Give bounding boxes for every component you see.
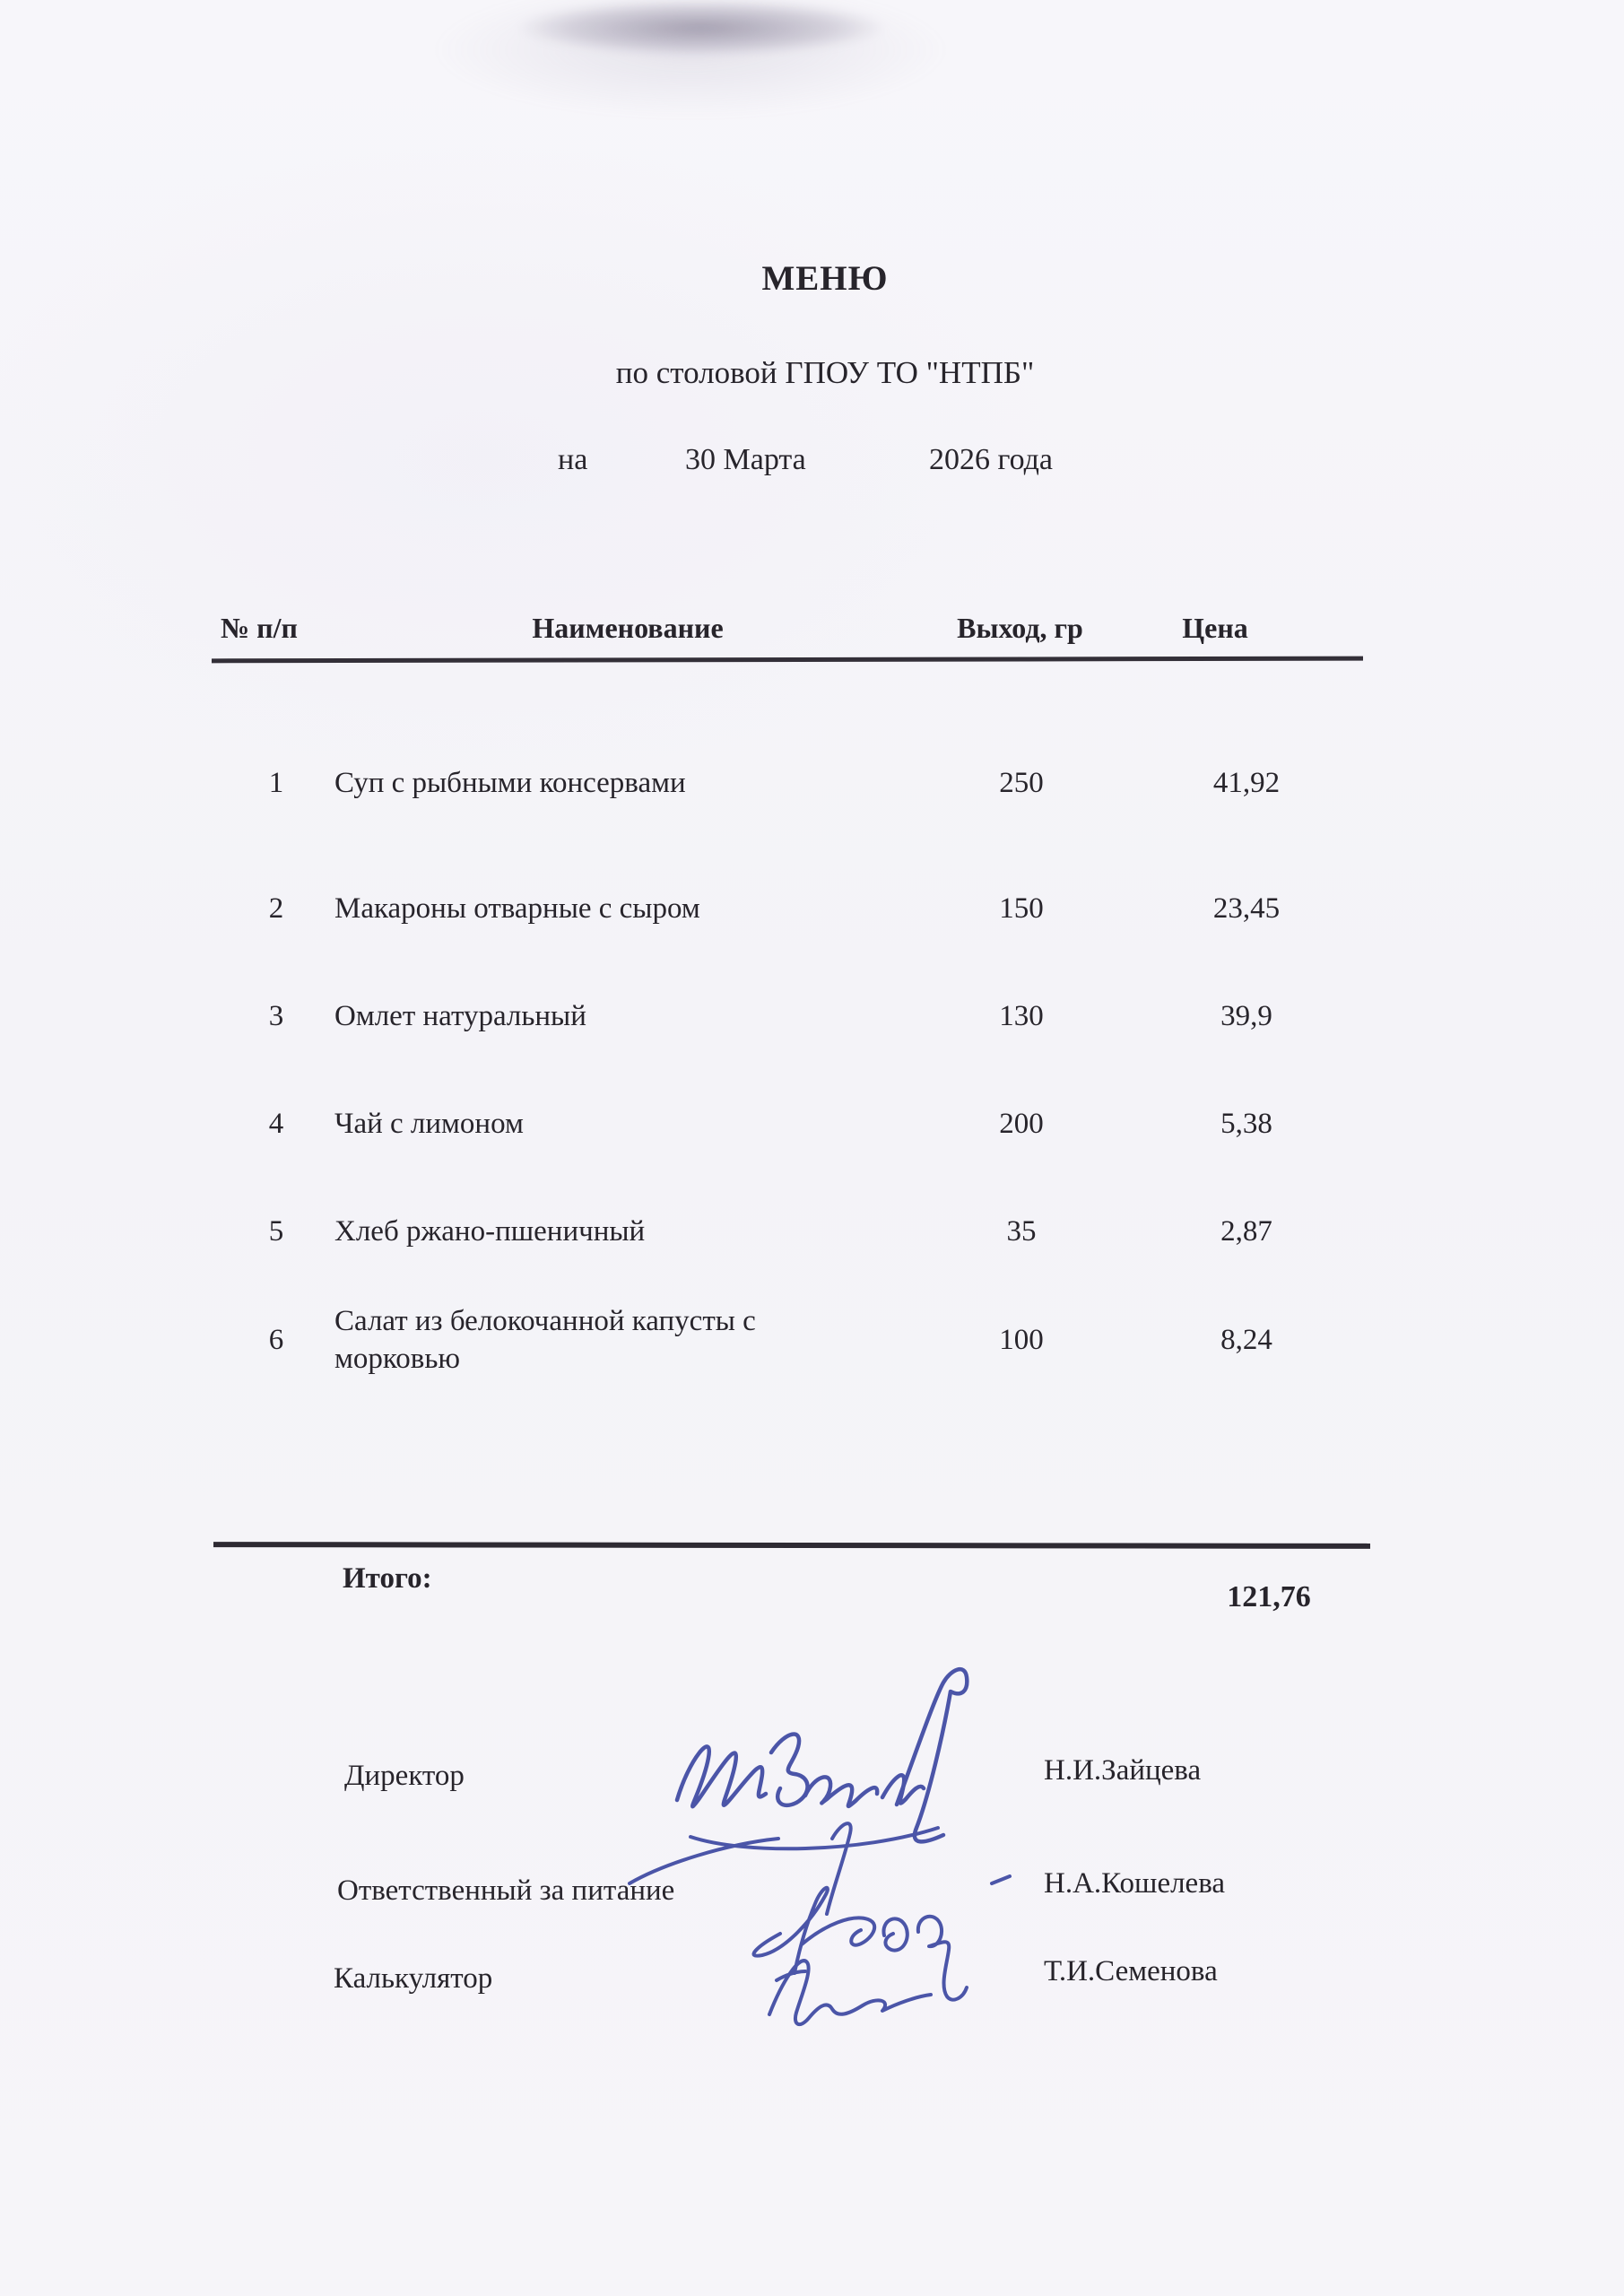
signer-name-calculator: Т.И.Семенова <box>1044 1955 1218 1987</box>
total-rule <box>213 1542 1370 1549</box>
row-number-cell: 5 <box>268 1214 284 1248</box>
price-cell: 39,9 <box>1220 999 1272 1032</box>
dish-name-cell: Салат из белокочанной капусты с морковью <box>334 1304 756 1375</box>
price-cell: 5,38 <box>1220 1107 1272 1140</box>
date-year: 2026 года <box>929 443 1054 476</box>
calculator-signature-ink <box>690 1928 977 2045</box>
dish-name-cell: Макароны отварные с сыром <box>334 891 700 925</box>
menu-subtitle: по столовой ГПОУ ТО "НТПБ" <box>615 355 1035 390</box>
signer-name-director: Н.И.Зайцева <box>1044 1754 1202 1787</box>
row-number-cell: 6 <box>268 1323 284 1356</box>
output-grams-cell: 130 <box>999 999 1044 1032</box>
menu-row <box>0 868 1624 949</box>
output-grams-cell: 200 <box>999 1107 1044 1140</box>
total-label: Итого: <box>343 1562 432 1595</box>
col-header-num: № п/п <box>221 612 298 644</box>
output-grams-cell: 150 <box>999 891 1044 925</box>
role-label-responsible: Ответственный за питание <box>337 1874 675 1907</box>
row-number-cell: 2 <box>268 891 284 925</box>
scan-smudge-artifact <box>421 0 960 144</box>
output-grams-cell: 100 <box>999 1323 1044 1356</box>
date-day: 30 Марта <box>685 443 806 476</box>
col-header-name: Наименование <box>532 612 724 644</box>
row-number-cell: 3 <box>268 999 284 1032</box>
col-header-output: Выход, гр <box>957 612 1083 644</box>
output-grams-cell: 35 <box>1006 1214 1037 1248</box>
price-cell: 41,92 <box>1212 766 1281 799</box>
menu-row <box>0 743 1624 823</box>
role-label-calculator: Калькулятор <box>334 1962 493 1995</box>
output-grams-cell: 250 <box>999 766 1044 799</box>
table-header-rule <box>212 657 1363 664</box>
price-cell: 8,24 <box>1220 1323 1272 1356</box>
dish-name-cell: Хлеб ржано-пшеничный <box>334 1214 646 1248</box>
role-label-director: Директор <box>344 1760 465 1792</box>
price-cell: 2,87 <box>1220 1214 1272 1248</box>
row-number-cell: 4 <box>268 1107 284 1140</box>
signer-name-responsible: Н.А.Кошелева <box>1044 1867 1225 1900</box>
col-header-price: Цена <box>1182 612 1248 644</box>
total-value: 121,76 <box>1227 1580 1311 1613</box>
dish-name-cell: Чай с лимоном <box>334 1107 524 1140</box>
menu-row <box>0 1191 1624 1272</box>
price-cell: 23,45 <box>1212 891 1281 925</box>
menu-row <box>0 1083 1624 1164</box>
row-number-cell: 1 <box>268 766 284 799</box>
dish-name-cell: Омлет натуральный <box>334 999 586 1032</box>
date-prefix: на <box>558 443 588 476</box>
dish-name-cell: Суп с рыбными консервами <box>334 766 686 799</box>
menu-row <box>0 1277 1624 1403</box>
menu-row <box>0 976 1624 1057</box>
menu-title: МЕНЮ <box>761 259 889 298</box>
